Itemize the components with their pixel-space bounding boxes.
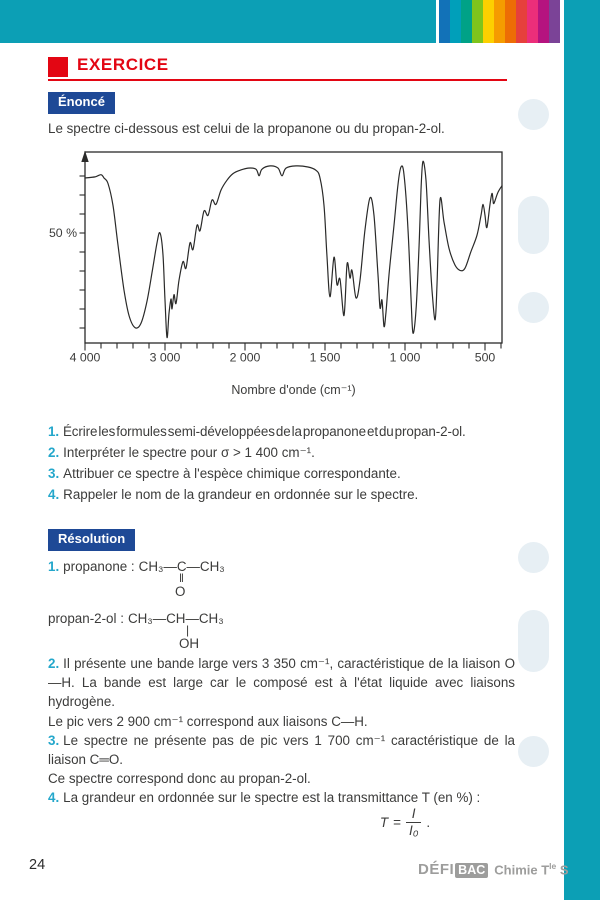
double-bond-symbol: ‖	[179, 571, 184, 585]
question-3	[48, 466, 526, 481]
answer-3	[48, 731, 515, 769]
side-tab	[518, 99, 549, 130]
formula-label: propan-2-ol :	[48, 611, 124, 626]
answer-2	[48, 654, 515, 712]
brand-bac: BAC	[455, 863, 488, 878]
top-teal-bar	[0, 0, 436, 43]
question-4	[48, 487, 526, 502]
questions-list	[48, 424, 526, 507]
item-number: 4.	[48, 790, 60, 806]
formula-label: propanone :	[63, 559, 135, 574]
formula-lhs: T	[379, 814, 389, 830]
formula-period: .	[426, 814, 431, 830]
svg-text:2 000: 2 000	[229, 350, 261, 365]
stripe	[505, 0, 516, 43]
question-text: Interpréter le spectre pour σ > 1 400 cm⁻¹.	[63, 444, 315, 460]
svg-text:500: 500	[474, 350, 496, 365]
stripe	[450, 0, 461, 43]
red-rule	[48, 79, 507, 81]
answer-text: Il présente une bande large vers 3 350 cm⁻¹, caractéristique de la liaison O—H. La bande est large car le composé est à l'état liquide avec liaisons hydrogène.	[48, 656, 515, 710]
fraction	[406, 806, 421, 838]
equals-sign: =	[393, 814, 401, 830]
item-number: 1.	[48, 559, 60, 574]
item-number: 3.	[48, 732, 60, 748]
stripe	[461, 0, 472, 43]
hydroxyl-group: OH	[179, 636, 200, 651]
ir-spectrum-chart	[0, 140, 560, 376]
resolution-paragraphs	[48, 654, 515, 808]
question-2	[48, 445, 526, 461]
x-axis-label: Nombre d'onde (cm⁻¹)	[231, 383, 356, 397]
oxygen-atom: O	[175, 584, 186, 599]
defibac-logo	[418, 861, 569, 878]
question-number: 1.	[48, 424, 59, 439]
stripe	[538, 0, 549, 43]
question-1	[48, 424, 526, 439]
stripe	[439, 0, 450, 43]
stripe	[516, 0, 527, 43]
formula-chain: CH₃—C—CH₃	[138, 559, 225, 574]
side-tab	[518, 542, 549, 573]
propanone-formula	[48, 559, 225, 574]
stripe	[549, 0, 560, 43]
question-number: 4.	[48, 486, 60, 502]
page-title: EXERCICE	[77, 55, 169, 74]
answer-text: La grandeur en ordonnée sur le spectre est la transmittance T (en %) :	[63, 790, 481, 806]
answer-4	[48, 788, 515, 807]
answer-3b	[48, 769, 515, 788]
question-number: 3.	[48, 466, 60, 481]
single-bond-symbol: |	[186, 623, 190, 637]
answer-text: Ce spectre correspond donc au propan-2-ol.	[48, 771, 311, 787]
answer-text: Le pic vers 2 900 cm⁻¹ correspond aux liaisons C—H.	[48, 713, 368, 729]
svg-text:1 000: 1 000	[389, 350, 421, 365]
intro-text: Le spectre ci-dessous est celui de la propanone ou du propan-2-ol.	[48, 121, 445, 136]
stripe	[472, 0, 483, 43]
svg-text:4 000: 4 000	[69, 350, 101, 365]
resolution-badge: Résolution	[48, 529, 135, 551]
fraction-denominator: I₀	[408, 822, 419, 838]
stripe	[494, 0, 505, 43]
item-number: 2.	[48, 656, 60, 671]
stripe	[527, 0, 538, 43]
color-stripes	[439, 0, 560, 43]
answer-2b	[48, 712, 515, 731]
transmittance-formula	[340, 806, 470, 838]
answer-text: Le spectre ne présente pas de pic vers 1 700 cm⁻¹ caractéristique de la liaison C═O.	[48, 732, 515, 768]
question-text: Écrire les formules semi-développées de la propanone et du propan-2-ol.	[62, 424, 466, 439]
page-number: 24	[29, 857, 46, 873]
red-square-bullet	[48, 57, 68, 77]
side-tab	[518, 736, 549, 767]
svg-text:50 %: 50 %	[48, 226, 77, 240]
svg-text:3 000: 3 000	[149, 350, 181, 365]
question-text: Attribuer ce spectre à l'espèce chimique correspondante.	[63, 466, 401, 481]
brand-series: Chimie $T^{le}$ S	[494, 861, 569, 878]
formula-chain: CH₃—CH—CH₃	[127, 611, 224, 626]
enonce-badge: Énoncé	[48, 92, 115, 114]
right-teal-column	[564, 0, 600, 900]
question-number: 2.	[48, 444, 60, 460]
propan-2-ol-formula	[48, 611, 224, 626]
side-tab	[518, 610, 549, 672]
question-text: Rappeler le nom de la grandeur en ordonnée sur le spectre.	[63, 486, 419, 502]
svg-text:1 500: 1 500	[309, 350, 341, 365]
stripe	[483, 0, 494, 43]
brand-defi: DÉFI	[418, 861, 455, 879]
fraction-numerator: I	[406, 806, 421, 823]
